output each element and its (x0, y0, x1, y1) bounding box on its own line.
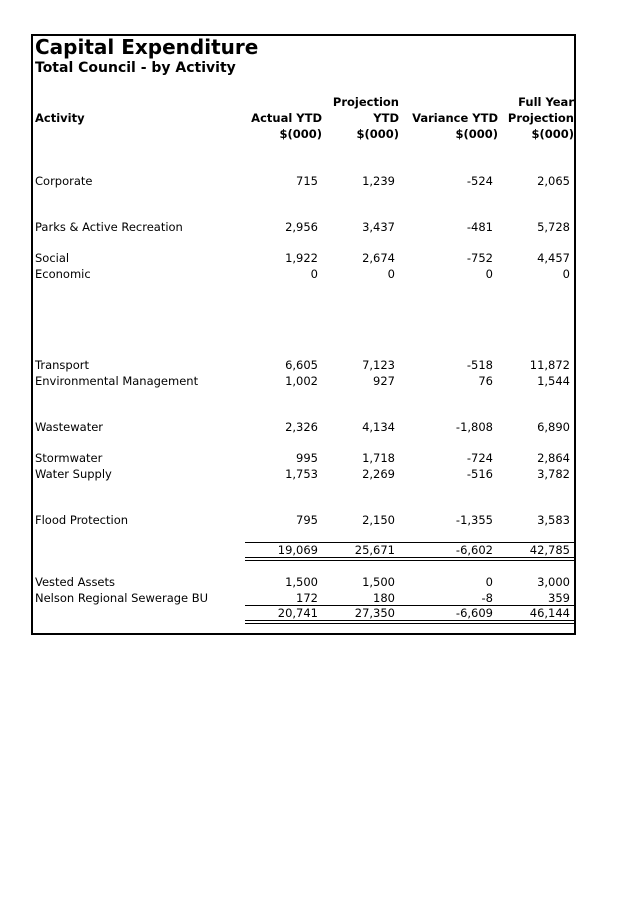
header-projection-ytd-unit: $(000) (356, 127, 399, 141)
row-full-year: 359 (548, 591, 570, 605)
header-variance-ytd-unit: $(000) (455, 127, 498, 141)
total-projection: 27,350 (354, 606, 395, 620)
row-activity: Economic (35, 267, 91, 281)
row-projection: 1,500 (362, 575, 395, 589)
row-full-year: 3,000 (537, 575, 570, 589)
row-full-year: 3,583 (537, 513, 570, 527)
row-actual: 172 (296, 591, 318, 605)
row-activity: Environmental Management (35, 374, 199, 388)
row-activity: Water Supply (35, 467, 112, 481)
row-actual: 1,753 (285, 467, 318, 481)
row-full-year: 0 (562, 267, 570, 281)
row-projection: 7,123 (362, 358, 395, 372)
total-actual: 20,741 (277, 606, 318, 620)
row-variance: -1,808 (455, 420, 493, 434)
row-projection: 180 (373, 591, 395, 605)
row-actual: 715 (296, 174, 318, 188)
header-actual-ytd-unit: $(000) (279, 127, 322, 141)
row-projection: 2,150 (362, 513, 395, 527)
row-projection: 3,437 (362, 220, 395, 234)
header-variance-ytd-line1: Variance YTD (412, 111, 498, 125)
row-variance: -752 (466, 251, 493, 265)
row-projection: 2,269 (362, 467, 395, 481)
row-projection: 1,239 (362, 174, 395, 188)
total-full-year: 46,144 (529, 606, 570, 620)
row-projection: 4,134 (362, 420, 395, 434)
row-projection: 0 (387, 267, 395, 281)
row-variance: -518 (466, 358, 493, 372)
header-actual-ytd-line1: Actual YTD (251, 111, 322, 125)
row-variance: -8 (481, 591, 493, 605)
row-activity: Corporate (35, 174, 93, 188)
header-full-year-unit: $(000) (531, 127, 574, 141)
row-actual: 795 (296, 513, 318, 527)
row-variance: 76 (478, 374, 493, 388)
total-variance: -6,609 (455, 606, 493, 620)
header-activity: Activity (35, 111, 85, 125)
row-variance: 0 (485, 267, 493, 281)
subtotal-full-year: 42,785 (529, 543, 570, 557)
row-variance: -524 (466, 174, 493, 188)
row-projection: 2,674 (362, 251, 395, 265)
row-actual: 1,500 (285, 575, 318, 589)
row-full-year: 2,864 (537, 451, 570, 465)
row-actual: 2,326 (285, 420, 318, 434)
row-activity: Transport (35, 358, 89, 372)
row-activity: Flood Protection (35, 513, 129, 527)
row-variance: -516 (466, 467, 493, 481)
row-actual: 1,002 (285, 374, 318, 388)
row-variance: -1,355 (455, 513, 493, 527)
row-variance: -724 (466, 451, 493, 465)
header-projection-ytd-line2: YTD (373, 111, 399, 125)
subtotal-bottom-rule-2 (245, 560, 576, 561)
row-actual: 995 (296, 451, 318, 465)
header-full-year-line2: Projection (507, 111, 574, 125)
row-full-year: 2,065 (537, 174, 570, 188)
subtotal-variance: -6,602 (455, 543, 493, 557)
row-full-year: 4,457 (537, 251, 570, 265)
row-actual: 0 (310, 267, 318, 281)
row-full-year: 5,728 (537, 220, 570, 234)
subtotal-bottom-rule-1 (245, 557, 576, 558)
row-full-year: 11,872 (529, 358, 570, 372)
row-activity: Wastewater (35, 420, 104, 434)
row-full-year: 3,782 (537, 467, 570, 481)
row-actual: 1,922 (285, 251, 318, 265)
report-title: Capital Expenditure (35, 35, 259, 59)
report-subtitle: Total Council - by Activity (35, 60, 236, 76)
row-full-year: 6,890 (537, 420, 570, 434)
row-projection: 927 (373, 374, 395, 388)
row-actual: 6,605 (285, 358, 318, 372)
row-activity: Vested Assets (35, 575, 116, 589)
row-activity: Social (35, 251, 70, 265)
row-actual: 2,956 (285, 220, 318, 234)
total-bottom-rule-1 (245, 620, 576, 621)
row-projection: 1,718 (362, 451, 395, 465)
row-variance: -481 (466, 220, 493, 234)
header-full-year-line1: Full Year (518, 95, 574, 109)
subtotal-actual: 19,069 (277, 543, 318, 557)
row-activity: Nelson Regional Sewerage BU (35, 591, 209, 605)
header-projection-ytd-line1: Projection (332, 95, 399, 109)
row-activity: Parks & Active Recreation (35, 220, 183, 234)
total-bottom-rule-2 (245, 623, 576, 624)
row-variance: 0 (485, 575, 493, 589)
subtotal-projection: 25,671 (354, 543, 395, 557)
row-full-year: 1,544 (537, 374, 570, 388)
row-activity: Stormwater (35, 451, 103, 465)
